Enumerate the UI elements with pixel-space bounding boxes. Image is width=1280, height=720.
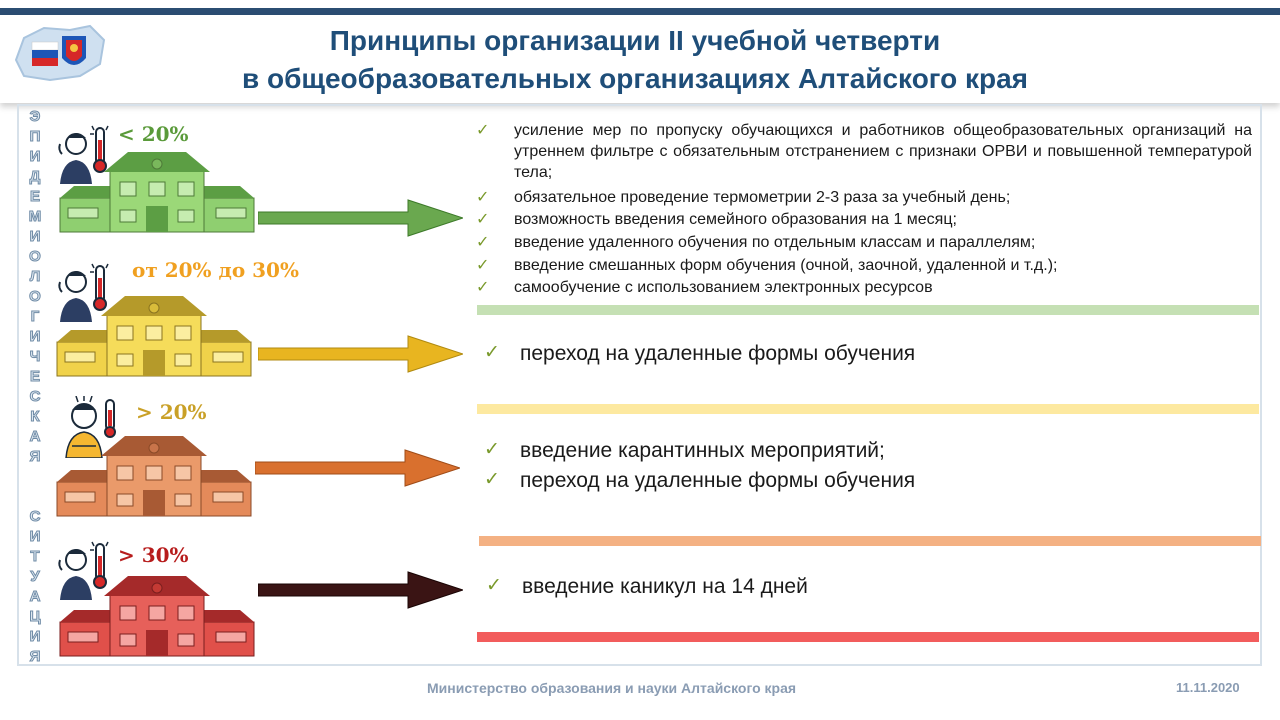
- side-letter: Э: [29, 108, 41, 125]
- school-building-icon: [58, 570, 256, 658]
- side-letter: С: [29, 508, 41, 525]
- measure-item: ✓ обязательное проведение термометрии 2-3 раза за учебный день;: [476, 189, 1011, 206]
- side-letter: Д: [29, 168, 41, 185]
- side-letter: А: [29, 588, 41, 605]
- measure-item: ✓ введение удаленного обучения по отдельным классам и параллелям;: [476, 234, 1036, 251]
- side-letter: У: [30, 568, 40, 585]
- side-letter: И: [29, 328, 41, 345]
- side-letter: П: [29, 128, 41, 145]
- side-letter: Е: [29, 188, 40, 205]
- separator-bar: [477, 305, 1259, 315]
- separator-bar: [479, 536, 1261, 546]
- school-building-icon: [58, 146, 256, 234]
- side-letter: Я: [29, 648, 41, 665]
- check-icon: ✓: [476, 211, 490, 228]
- side-letter: И: [29, 148, 41, 165]
- side-label-epidemiological-situation: [24, 108, 46, 668]
- side-letter: О: [29, 288, 41, 305]
- title-line-1: Принципы организации II учебной четверти: [329, 25, 941, 56]
- arrow-right-icon: [258, 198, 463, 238]
- page-title: [120, 22, 1150, 98]
- side-letter: Е: [29, 368, 40, 385]
- measure-item: ✓ введение каникул на 14 дней: [486, 575, 808, 598]
- threshold-label: < 20%: [118, 122, 189, 146]
- measure-item: ✓ усиление мер по пропуску обучающихся и работников общеобразовательных организаций на утреннем фильтре с обязательным отстранением с признаки ОРВИ и повышенной температурой тела;: [476, 122, 1252, 181]
- side-letter: И: [29, 228, 41, 245]
- footer-ministry: Министерство образования и науки Алтайского края: [427, 680, 797, 696]
- check-icon: ✓: [486, 575, 502, 596]
- check-icon: ✓: [476, 234, 490, 251]
- side-letter: Л: [29, 268, 41, 285]
- side-letter: И: [29, 528, 41, 545]
- check-icon: ✓: [476, 189, 490, 206]
- arrow-right-icon: [258, 570, 463, 610]
- threshold-label: от 20% до 30%: [132, 258, 299, 282]
- arrow-right-icon: [258, 334, 463, 374]
- title-line-2: в общеобразовательных организациях Алтайского края: [241, 63, 1029, 94]
- side-letter: О: [29, 248, 41, 265]
- side-letter: Г: [30, 308, 40, 325]
- check-icon: ✓: [476, 122, 490, 139]
- check-icon: ✓: [476, 279, 490, 296]
- threshold-label: > 20%: [136, 400, 207, 424]
- side-letter: Я: [29, 448, 41, 465]
- separator-bar: [477, 404, 1259, 414]
- side-letter: М: [28, 208, 42, 225]
- measure-item: ✓ введение карантинных мероприятий;: [484, 439, 885, 462]
- measure-item: ✓ переход на удаленные формы обучения: [484, 469, 916, 492]
- side-letter: Т: [30, 548, 40, 565]
- side-letter: С: [29, 388, 41, 405]
- side-letter: К: [30, 408, 40, 425]
- arrow-right-icon: [255, 448, 460, 488]
- side-letter: А: [29, 428, 41, 445]
- footer-date: 11.11.2020: [1176, 680, 1240, 695]
- side-letter: И: [29, 628, 41, 645]
- side-letter: Ц: [29, 608, 41, 625]
- measure-item: ✓ введение смешанных форм обучения (очной, заочной, удаленной и т.д.);: [476, 257, 1058, 274]
- check-icon: ✓: [476, 257, 490, 274]
- check-icon: ✓: [484, 439, 500, 460]
- school-building-icon: [55, 430, 253, 518]
- measure-item: ✓ переход на удаленные формы обучения: [484, 342, 916, 365]
- measure-item: ✓ возможность введения семейного образования на 1 месяц;: [476, 211, 957, 228]
- threshold-label: > 30%: [118, 543, 189, 567]
- separator-bar: [477, 632, 1259, 642]
- side-letter: Ч: [29, 348, 41, 365]
- region-logo: [10, 20, 108, 84]
- school-building-icon: [55, 290, 253, 378]
- measure-item: ✓ самообучение с использованием электронных ресурсов: [476, 279, 933, 296]
- check-icon: ✓: [484, 469, 500, 490]
- check-icon: ✓: [484, 342, 500, 363]
- top-stripe: [0, 8, 1280, 15]
